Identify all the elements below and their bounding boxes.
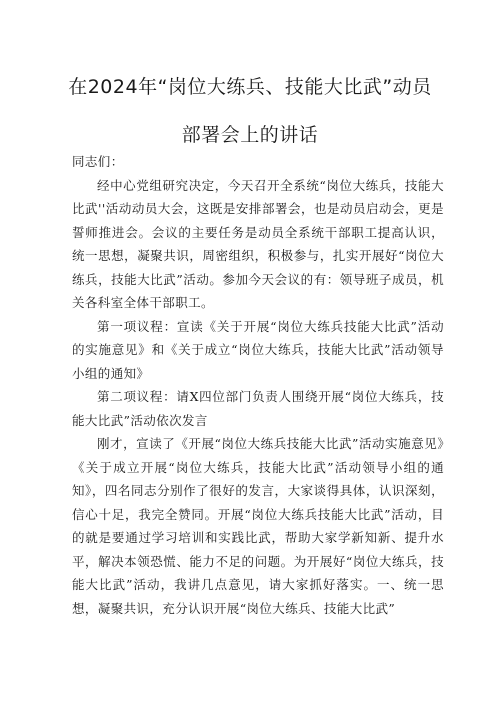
- body-paragraph: 经中心党组研究决定，今天召开全系统“岗位大练兵，技能大比武''活动动员大会，这既是安排部署会，也是动员启动会，更是誓师推进会。会议的主要任务是动员全系统干部职工提高认识，统一思想，凝聚共识，周密组织，积极参与，扎实开展好“岗位大练兵，技能大比武”活动。参加今天会议的有：领导班子成员，机关各科室全体干部职工。: [72, 177, 444, 310]
- body-paragraph: 刚才，宣读了《开展“岗位大练兵技能大比武”活动实施意见》《关于成立开展“岗位大练兵，技能大比武”活动领导小组的通知》，四名同志分别作了很好的发言，大家谈得具体，认识深刻，信心十足，我完全赞同。开展“岗位大练兵技能大比武”活动，目的就是要通过学习培训和实践比武，帮助大家学新知新、提升水平，解决本领恐慌、能力不足的问题。为开展好“岗位大练兵，技能大比武”活动，我讲几点意见，请大家抓好落实。一、统一思想，凝聚共识，充分认识开展“岗位大练兵、技能大比武”: [72, 436, 444, 616]
- salutation: 同志们：: [72, 154, 124, 169]
- document-title-line-1: 在2024年“岗位大练兵、技能大比武”动员: [68, 76, 432, 98]
- body-paragraph: 第二项议程：请X四位部门负责人围绕开展“岗位大练兵，技能大比武”活动依次发言: [72, 389, 444, 428]
- document-body: [72, 150, 444, 620]
- document-title-line-2: 部署会上的讲话: [181, 124, 319, 146]
- body-paragraph: 第一项议程：宣读《关于开展“岗位大练兵技能大比武”活动的实施意见》和《关于成立“岗位大练兵，技能大比武”活动领导小组的通知》: [72, 318, 444, 381]
